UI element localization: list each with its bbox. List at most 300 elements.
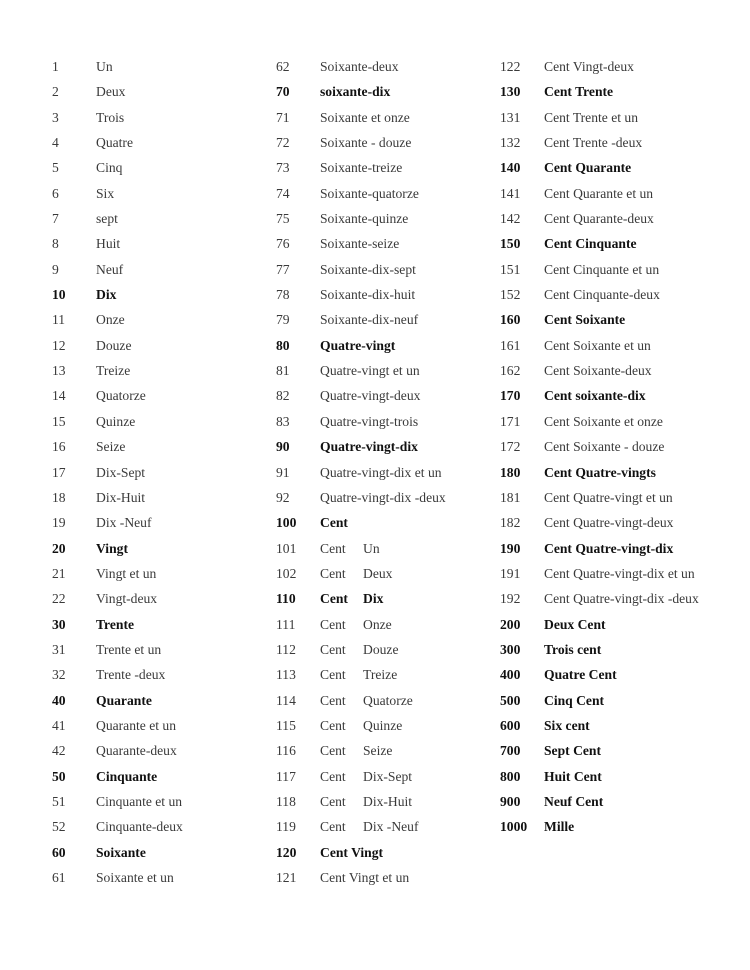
number-word: Vingt-deux <box>96 591 158 607</box>
number-word: Cent Soixante et un <box>544 337 651 353</box>
number-word: Quatorze <box>96 388 146 404</box>
number-row <box>52 716 183 741</box>
number-row <box>500 741 699 766</box>
number-value: 41 <box>52 717 66 733</box>
number-word: Soixante-deux <box>320 59 399 74</box>
number-row <box>276 716 446 741</box>
number-word: Cent <box>320 768 346 784</box>
number-word: Quarante et un <box>96 717 177 733</box>
number-row <box>52 539 183 564</box>
number-row <box>276 57 446 82</box>
number-word: Quarante <box>96 692 152 708</box>
number-value: 140 <box>500 160 521 176</box>
number-value: 181 <box>500 489 521 505</box>
number-row <box>500 108 699 133</box>
number-row <box>500 285 699 310</box>
number-word: Cent <box>320 667 346 683</box>
number-word: Neuf Cent <box>544 793 604 809</box>
number-word: Quinze <box>96 413 136 429</box>
number-row <box>500 412 699 437</box>
number-value: 13 <box>52 363 66 379</box>
number-word-unit: Douze <box>363 641 399 657</box>
number-value: 15 <box>52 413 66 429</box>
number-value: 77 <box>276 261 290 277</box>
number-word-unit: Un <box>363 540 380 556</box>
number-row <box>52 158 183 183</box>
number-value: 152 <box>500 287 521 303</box>
number-value: 600 <box>500 717 521 733</box>
number-word: Soixante-dix-sept <box>320 261 416 277</box>
number-value: 1 <box>52 59 59 74</box>
number-word: Cent Cinquante <box>544 236 637 252</box>
number-row <box>276 539 446 564</box>
number-word: Cent Trente <box>544 84 614 100</box>
number-word: Quatre-vingt et un <box>320 363 420 379</box>
number-row <box>500 82 699 107</box>
number-word: Neuf <box>96 261 124 277</box>
number-word: Cent Quarante <box>544 160 632 176</box>
number-row <box>52 741 183 766</box>
number-word: Cent Soixante <box>544 312 626 328</box>
number-value: 130 <box>500 84 521 100</box>
number-word: Cent Quarante-deux <box>544 211 654 227</box>
number-value: 60 <box>52 844 66 860</box>
number-row <box>276 437 446 462</box>
number-value: 800 <box>500 768 521 784</box>
number-row <box>276 310 446 335</box>
number-word: Douze <box>96 337 132 353</box>
number-word: Soixante-seize <box>320 236 400 252</box>
number-word: Soixante-dix-huit <box>320 287 416 303</box>
number-row <box>52 691 183 716</box>
number-word: Cinquante <box>96 768 158 784</box>
number-row <box>52 184 183 209</box>
number-word: Cent Quatre-vingt-deux <box>544 515 674 531</box>
number-word-unit: Treize <box>363 667 398 683</box>
number-value: 400 <box>500 667 521 683</box>
number-value: 100 <box>276 515 297 531</box>
number-row <box>276 767 446 792</box>
number-value: 70 <box>276 84 290 100</box>
number-value: 81 <box>276 363 290 379</box>
number-value: 32 <box>52 667 66 683</box>
number-row <box>500 564 699 589</box>
number-row <box>276 868 446 893</box>
number-word: Cent <box>320 743 346 759</box>
number-word: Six cent <box>544 717 590 733</box>
number-row <box>276 108 446 133</box>
number-row <box>276 488 446 513</box>
number-word: Cinq Cent <box>544 692 605 708</box>
number-value: 132 <box>500 135 521 151</box>
number-word: Un <box>96 59 113 74</box>
number-value: 2 <box>52 84 59 100</box>
number-value: 171 <box>500 413 521 429</box>
number-row <box>52 234 183 259</box>
number-word: Cent <box>320 717 346 733</box>
number-word: Deux <box>96 84 126 100</box>
number-value: 172 <box>500 439 521 455</box>
number-value: 40 <box>52 692 66 708</box>
number-value: 1000 <box>500 819 528 835</box>
number-value: 900 <box>500 793 521 809</box>
number-row <box>276 209 446 234</box>
number-row <box>500 817 699 842</box>
number-value: 119 <box>276 819 296 835</box>
number-row <box>276 234 446 259</box>
column-1 <box>52 57 183 893</box>
number-word: Trois cent <box>544 641 602 657</box>
number-value: 160 <box>500 312 521 328</box>
number-row <box>500 691 699 716</box>
number-value: 122 <box>500 59 521 74</box>
number-value: 12 <box>52 337 66 353</box>
number-word: Cent Quatre-vingt-dix -deux <box>544 591 699 607</box>
number-value: 51 <box>52 793 66 809</box>
number-word: sept <box>96 211 118 227</box>
number-word: Trente <box>96 616 134 632</box>
number-word: Cent <box>320 793 346 809</box>
number-value: 112 <box>276 641 296 657</box>
number-row <box>500 488 699 513</box>
number-word: Mille <box>544 819 575 835</box>
number-row <box>500 234 699 259</box>
number-word: Soixante-quinze <box>320 211 409 227</box>
number-value: 91 <box>276 464 290 480</box>
number-value: 5 <box>52 160 59 176</box>
number-word-unit: Deux <box>363 565 393 581</box>
number-row <box>500 716 699 741</box>
number-value: 131 <box>500 109 521 125</box>
number-row <box>500 767 699 792</box>
number-value: 8 <box>52 236 59 252</box>
number-value: 111 <box>276 616 296 632</box>
number-row <box>500 539 699 564</box>
number-value: 80 <box>276 337 290 353</box>
number-value: 30 <box>52 616 66 632</box>
number-word: Vingt <box>96 540 128 556</box>
number-row <box>276 386 446 411</box>
number-value: 4 <box>52 135 59 151</box>
number-row <box>500 513 699 538</box>
number-value: 75 <box>276 211 290 227</box>
number-row <box>52 209 183 234</box>
number-word: Quatre-vingt-deux <box>320 388 421 404</box>
number-word: Cent <box>320 515 348 531</box>
number-row <box>52 361 183 386</box>
number-row <box>52 817 183 842</box>
number-row <box>52 513 183 538</box>
number-value: 3 <box>52 109 59 125</box>
number-value: 9 <box>52 261 59 277</box>
number-row <box>52 792 183 817</box>
number-row <box>276 260 446 285</box>
number-word: Cent <box>320 641 346 657</box>
number-row <box>52 488 183 513</box>
number-row <box>500 640 699 665</box>
number-word: Onze <box>96 312 125 328</box>
number-row <box>500 158 699 183</box>
number-value: 61 <box>52 870 66 885</box>
number-word: Soixante et un <box>96 870 174 885</box>
number-word: Treize <box>96 363 131 379</box>
number-value: 121 <box>276 870 297 885</box>
number-value: 170 <box>500 388 521 404</box>
number-value: 71 <box>276 109 290 125</box>
number-row <box>500 665 699 690</box>
number-row <box>276 564 446 589</box>
number-word-unit: Onze <box>363 616 392 632</box>
number-word-unit: Quatorze <box>363 692 413 708</box>
number-value: 102 <box>276 565 297 581</box>
number-word: Cinquante-deux <box>96 819 183 835</box>
number-value: 16 <box>52 439 66 455</box>
number-row <box>500 437 699 462</box>
number-word: Six <box>96 185 115 201</box>
number-word: Trente -deux <box>96 667 166 683</box>
number-row <box>52 767 183 792</box>
number-word: Quatre-vingt-dix -deux <box>320 489 446 505</box>
number-row <box>276 691 446 716</box>
number-row <box>500 792 699 817</box>
number-word: soixante-dix <box>320 84 391 100</box>
number-word: Cinq <box>96 160 123 176</box>
number-row <box>500 589 699 614</box>
number-row <box>276 82 446 107</box>
number-row <box>52 589 183 614</box>
number-word: Soixante-treize <box>320 160 403 176</box>
number-word: Cinquante et un <box>96 793 183 809</box>
number-value: 78 <box>276 287 290 303</box>
number-row <box>52 843 183 868</box>
number-word: Soixante-dix-neuf <box>320 312 419 328</box>
number-value: 190 <box>500 540 521 556</box>
number-value: 101 <box>276 540 297 556</box>
number-value: 72 <box>276 135 290 151</box>
number-word: Cent <box>320 540 346 556</box>
number-value: 162 <box>500 363 521 379</box>
number-word: Cent Vingt et un <box>320 870 410 885</box>
number-word: Seize <box>96 439 126 455</box>
number-value: 192 <box>500 591 521 607</box>
number-word: Quatre Cent <box>544 667 617 683</box>
number-word-unit: Dix <box>363 591 384 607</box>
number-word: Cent Quatre-vingt et un <box>544 489 673 505</box>
number-word: Cent Quatre-vingts <box>544 464 656 480</box>
number-word: Cent <box>320 565 346 581</box>
number-row <box>276 615 446 640</box>
number-word: Cent Quatre-vingt-dix et un <box>544 565 695 581</box>
number-value: 141 <box>500 185 521 201</box>
number-row <box>500 133 699 158</box>
number-word: Cent <box>320 616 346 632</box>
number-row <box>276 412 446 437</box>
number-row <box>500 463 699 488</box>
number-value: 114 <box>276 692 296 708</box>
number-row <box>52 260 183 285</box>
column-3 <box>500 57 699 843</box>
number-value: 82 <box>276 388 290 404</box>
number-row <box>500 260 699 285</box>
number-row <box>52 463 183 488</box>
number-word: Cent Quarante et un <box>544 185 654 201</box>
number-word: Quatre-vingt-dix et un <box>320 464 442 480</box>
number-value: 31 <box>52 641 66 657</box>
number-row <box>52 412 183 437</box>
number-row <box>52 640 183 665</box>
number-row <box>52 665 183 690</box>
number-word: Cent Quatre-vingt-dix <box>544 540 674 556</box>
number-value: 118 <box>276 793 296 809</box>
number-row <box>52 310 183 335</box>
number-row <box>500 361 699 386</box>
number-word: Cent Cinquante et un <box>544 261 660 277</box>
number-word: Quarante-deux <box>96 743 177 759</box>
number-word: Dix <box>96 287 117 303</box>
number-value: 110 <box>276 591 296 607</box>
number-value: 90 <box>276 439 290 455</box>
number-row <box>500 184 699 209</box>
number-row <box>500 615 699 640</box>
number-word: Quatre <box>96 135 133 151</box>
number-word: Cent <box>320 591 348 607</box>
number-word: Cent Soixante et onze <box>544 413 663 429</box>
number-row <box>52 336 183 361</box>
number-value: 62 <box>276 59 290 74</box>
number-value: 7 <box>52 211 59 227</box>
number-word: Cent Trente -deux <box>544 135 643 151</box>
number-value: 52 <box>52 819 66 835</box>
number-row <box>276 285 446 310</box>
number-value: 6 <box>52 185 59 201</box>
number-word: Dix -Neuf <box>96 515 152 531</box>
number-row <box>52 868 183 893</box>
number-word: Trente et un <box>96 641 162 657</box>
number-row <box>52 57 183 82</box>
number-row <box>276 665 446 690</box>
number-value: 18 <box>52 489 66 505</box>
number-value: 83 <box>276 413 290 429</box>
number-value: 20 <box>52 540 66 556</box>
number-word: Quatre-vingt-trois <box>320 413 419 429</box>
number-value: 14 <box>52 388 66 404</box>
number-word: Cent Vingt <box>320 844 384 860</box>
number-word: Soixante-quatorze <box>320 185 419 201</box>
number-word: Quatre-vingt <box>320 337 396 353</box>
number-word-unit: Quinze <box>363 717 403 733</box>
number-row <box>52 564 183 589</box>
number-word: Trois <box>96 109 125 125</box>
number-word-unit: Dix-Huit <box>363 793 413 809</box>
number-word: Deux Cent <box>544 616 606 632</box>
number-row <box>276 361 446 386</box>
number-value: 700 <box>500 743 521 759</box>
number-row <box>276 817 446 842</box>
number-word: Cent <box>320 692 346 708</box>
number-row <box>276 158 446 183</box>
number-row <box>52 133 183 158</box>
number-value: 116 <box>276 743 296 759</box>
number-value: 50 <box>52 768 66 784</box>
number-row <box>52 108 183 133</box>
number-row <box>276 513 446 538</box>
number-word: Soixante <box>96 844 146 860</box>
number-value: 74 <box>276 185 290 201</box>
number-row <box>276 133 446 158</box>
number-row <box>276 792 446 817</box>
number-word: Huit Cent <box>544 768 602 784</box>
number-row <box>52 437 183 462</box>
number-word-unit: Seize <box>363 743 393 759</box>
number-value: 73 <box>276 160 290 176</box>
number-value: 10 <box>52 287 66 303</box>
number-value: 150 <box>500 236 521 252</box>
number-word: Cent Soixante-deux <box>544 363 652 379</box>
number-word-unit: Dix -Neuf <box>363 819 419 835</box>
number-row <box>276 589 446 614</box>
number-row <box>276 741 446 766</box>
number-row <box>276 336 446 361</box>
number-value: 21 <box>52 565 66 581</box>
number-value: 142 <box>500 211 521 227</box>
number-word: Vingt et un <box>96 565 157 581</box>
number-word: Cent <box>320 819 346 835</box>
number-word: Cent Trente et un <box>544 109 639 125</box>
number-word: Dix-Huit <box>96 489 146 505</box>
number-value: 92 <box>276 489 290 505</box>
number-row <box>276 843 446 868</box>
number-row <box>276 463 446 488</box>
number-word-unit: Dix-Sept <box>363 768 413 784</box>
number-word: Soixante - douze <box>320 135 412 151</box>
number-value: 42 <box>52 743 66 759</box>
number-value: 200 <box>500 616 521 632</box>
number-value: 19 <box>52 515 66 531</box>
number-value: 300 <box>500 641 521 657</box>
number-value: 113 <box>276 667 296 683</box>
number-row <box>52 386 183 411</box>
number-value: 79 <box>276 312 290 328</box>
number-value: 161 <box>500 337 521 353</box>
number-row <box>52 82 183 107</box>
number-row <box>276 184 446 209</box>
number-value: 500 <box>500 692 521 708</box>
number-word: Huit <box>96 236 121 252</box>
column-2 <box>276 57 446 893</box>
number-row <box>52 615 183 640</box>
number-word: Cent Soixante - douze <box>544 439 665 455</box>
number-value: 180 <box>500 464 521 480</box>
number-value: 182 <box>500 515 521 531</box>
number-value: 151 <box>500 261 521 277</box>
number-value: 11 <box>52 312 66 328</box>
number-row <box>52 285 183 310</box>
number-word: Cent soixante-dix <box>544 388 646 404</box>
number-value: 76 <box>276 236 290 252</box>
number-value: 115 <box>276 717 296 733</box>
number-word: Cent Vingt-deux <box>544 59 634 74</box>
number-word: Soixante et onze <box>320 109 410 125</box>
number-value: 117 <box>276 768 296 784</box>
number-value: 22 <box>52 591 66 607</box>
number-row <box>500 57 699 82</box>
number-value: 17 <box>52 464 66 480</box>
number-word: Sept Cent <box>544 743 602 759</box>
number-row <box>500 386 699 411</box>
number-word: Quatre-vingt-dix <box>320 439 418 455</box>
number-row <box>500 336 699 361</box>
number-word: Cent Cinquante-deux <box>544 287 660 303</box>
